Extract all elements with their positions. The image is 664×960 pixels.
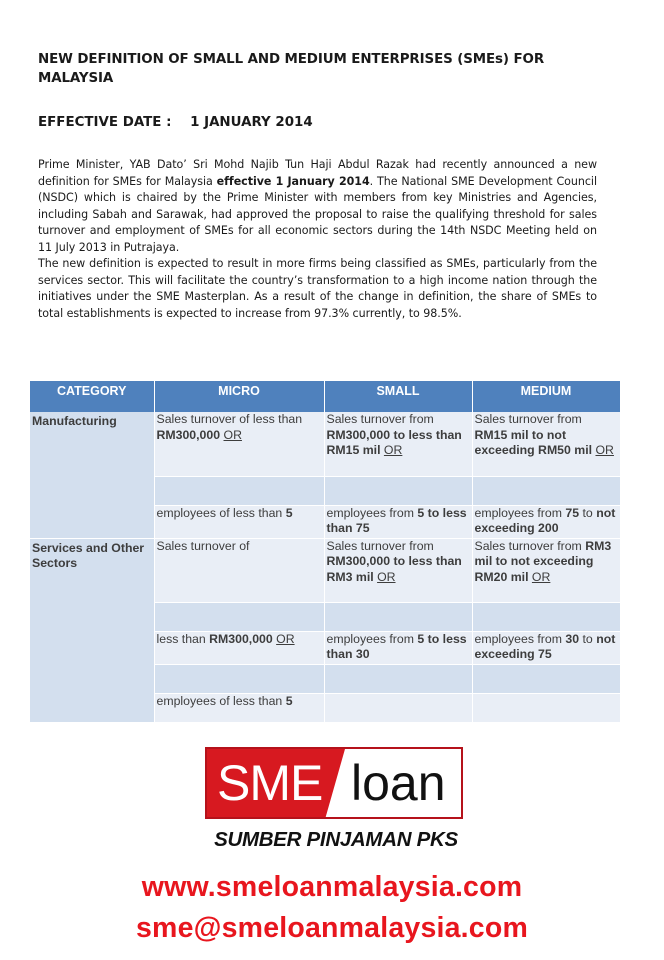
table-header-row	[30, 381, 620, 412]
header-category: CATEGORY	[30, 381, 154, 412]
cell-empty	[324, 664, 472, 693]
cell-empty	[472, 664, 620, 693]
cell-medium: employees from 30 to not exceeding 75	[472, 631, 620, 664]
cell-micro: employees of less than 5	[154, 505, 324, 538]
header-micro: MICRO	[154, 381, 324, 412]
logo-loan-text: loan	[351, 755, 446, 811]
cell-empty	[154, 664, 324, 693]
cell-micro: Sales turnover of	[154, 538, 324, 602]
effective-label: EFFECTIVE DATE :	[38, 115, 172, 130]
cell-micro: less than RM300,000 OR	[154, 631, 324, 664]
para1-bold: effective 1 January 2014	[216, 174, 370, 188]
document-title: NEW DEFINITION OF SMALL AND MEDIUM ENTERPRISES (SMEs) FOR MALAYSIA	[38, 52, 545, 86]
header-small: SMALL	[324, 381, 472, 412]
category-services: Services and Other Sectors	[30, 538, 154, 722]
header-medium: MEDIUM	[472, 381, 620, 412]
cell-empty	[472, 693, 620, 722]
paragraph-1	[38, 157, 597, 256]
cell-empty	[472, 476, 620, 505]
logo-sme-text: SME	[217, 755, 323, 811]
table-row	[30, 538, 620, 602]
intro-text	[38, 157, 597, 322]
cell-empty	[154, 476, 324, 505]
cell-small: employees from 5 to less than 75	[324, 505, 472, 538]
sme-definition-table	[30, 381, 621, 723]
paragraph-2: The new definition is expected to result in more firms being classified as SMEs, particularly from the services sector. This will facilitate the country’s transformation to a high income nation through the initiatives under the SME Masterplan. As a result of the change in definition, the share of SMEs to total establishments is expected to increase from 97.3% currently, to 98.5%.	[38, 257, 597, 320]
cell-small: Sales turnover from RM300,000 to less than RM15 mil OR	[324, 412, 472, 476]
cell-empty	[154, 602, 324, 631]
website-link[interactable]: www.smeloanmalaysia.com	[141, 871, 523, 903]
cell-empty	[472, 602, 620, 631]
sme-loan-logo	[205, 747, 463, 819]
effective-date: 1 JANUARY 2014	[190, 115, 313, 130]
cell-empty	[324, 693, 472, 722]
effective-date-line	[38, 115, 313, 130]
para1-text: Prime Minister, YAB Dato’ Sri Mohd Najib Tun Haji Abdul Razak had recently announced a new definition for SMEs for Malaysia	[38, 158, 597, 188]
cell-small: Sales turnover from RM300,000 to less than RM3 mil OR	[324, 538, 472, 602]
category-manufacturing: Manufacturing	[30, 412, 154, 538]
para1-text-rest: . The National SME Development Council (NSDC) which is chaired by the Prime Minister with members from key Ministries and Agencies, including Sabah and Sarawak, had approved the proposal to raise the qualifying threshold for sales turnover and employment of SMEs for all economic sectors during the 14th NSDC Meeting held on 11 July 2013 in Putrajaya.	[38, 174, 597, 254]
cell-small: employees from 5 to less than 30	[324, 631, 472, 664]
cell-empty	[324, 476, 472, 505]
cell-micro: employees of less than 5	[154, 693, 324, 722]
cell-medium: Sales turnover from RM15 mil to not exceeding RM50 mil OR	[472, 412, 620, 476]
cell-micro: Sales turnover of less than RM300,000 OR	[154, 412, 324, 476]
logo-tagline: SUMBER PINJAMAN PKS	[214, 828, 458, 851]
table-row	[30, 412, 620, 476]
cell-medium: employees from 75 to not exceeding 200	[472, 505, 620, 538]
cell-medium: Sales turnover from RM3 mil to not exceeding RM20 mil OR	[472, 538, 620, 602]
cell-empty	[324, 602, 472, 631]
email-link[interactable]: sme@smeloanmalaysia.com	[135, 912, 528, 944]
